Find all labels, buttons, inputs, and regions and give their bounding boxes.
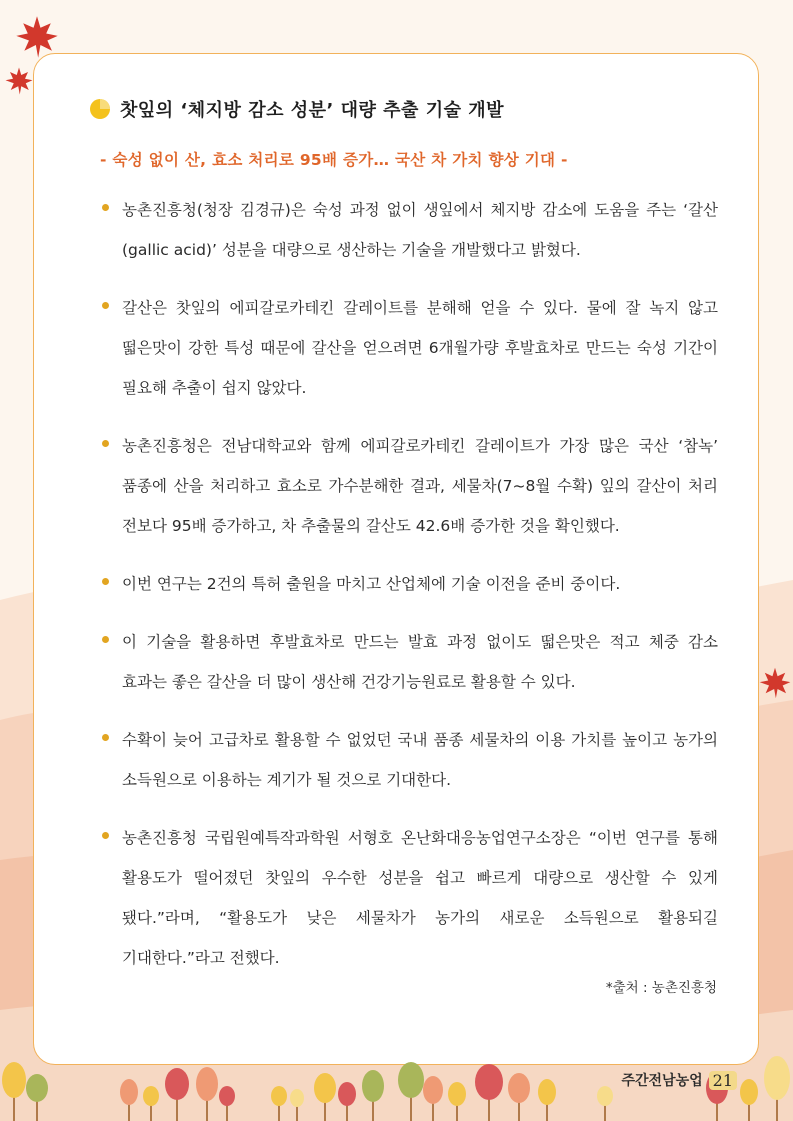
bullet-text: 이번 연구는 2건의 특허 출원을 마치고 산업체에 기술 이전을 준비 중이다. — [122, 575, 621, 593]
list-item — [102, 564, 718, 604]
bullet-dot-icon — [102, 302, 109, 309]
list-item — [102, 622, 718, 702]
bullet-dot-icon — [102, 734, 109, 741]
maple-leaf-icon — [758, 666, 792, 700]
bullet-dot-icon — [102, 440, 109, 447]
list-item — [102, 426, 718, 546]
source-credit: *출처 : 농촌진흥청 — [605, 980, 717, 996]
list-item — [102, 720, 718, 800]
bullet-dot-icon — [102, 204, 109, 211]
list-item — [102, 190, 718, 270]
pie-circle-icon — [89, 98, 111, 120]
bullet-text: 갈산은 찻잎의 에피갈로카테킨 갈레이트를 분해해 얻을 수 있다. 물에 잘 녹지 않고 떫은맛이 강한 특성 때문에 갈산을 얻으려면 6개월가량 후발효차로 만드는 숙성 기간이 필요해 추출이 쉽지 않았다. — [122, 299, 718, 397]
bullet-text: 농촌진흥청 국립원예특작과학원 서형호 온난화대응농업연구소장은 “이번 연구를 통해 활용도가 떨어졌던 찻잎의 우수한 성분을 쉽고 빠르게 대량으로 생산할 수 있게 됐다.”라며, “활용도가 낮은 세물차가 농가의 새로운 소득원으로 활용되길 기대한다.”라고 전했다. — [122, 829, 718, 967]
page-footer — [621, 1070, 737, 1090]
bullet-text: 농촌진흥청(청장 김경규)은 숙성 과정 없이 생잎에서 체지방 감소에 도움을 주는 ‘갈산(gallic acid)’ 성분을 대량으로 생산하는 기술을 개발했다고 밝혔다. — [122, 201, 718, 259]
magazine-name: 주간전남농업 — [621, 1073, 703, 1089]
bullet-list — [102, 190, 718, 996]
bullet-text: 이 기술을 활용하면 후발효차로 만드는 발효 과정 없이도 떫은맛은 적고 체중 감소 효과는 좋은 갈산을 더 많이 생산해 건강기능원료로 활용할 수 있다. — [122, 633, 718, 691]
bullet-dot-icon — [102, 578, 109, 585]
page-subtitle: - 숙성 없이 산, 효소 처리로 95배 증가… 국산 차 가치 향상 기대 - — [100, 151, 568, 169]
bullet-text: 농촌진흥청은 전남대학교와 함께 에피갈로카테킨 갈레이트가 가장 많은 국산 ‘참녹’ 품종에 산을 처리하고 효소로 가수분해한 결과, 세물차(7~8월 수확) 잎의 갈산이 처리 전보다 95배 증가하고, 차 추출물의 갈산도 42.6배 증가한 것을 확인했다. — [122, 437, 718, 535]
heading-row — [89, 96, 504, 122]
bullet-dot-icon — [102, 832, 109, 839]
page-number: 21 — [709, 1071, 737, 1090]
maple-leaf-icon — [4, 66, 34, 96]
list-item — [102, 288, 718, 408]
list-item — [102, 818, 718, 978]
bullet-dot-icon — [102, 636, 109, 643]
bullet-text: 수확이 늦어 고급차로 활용할 수 없었던 국내 품종 세물차의 이용 가치를 높이고 농가의 소득원으로 이용하는 계기가 될 것으로 기대한다. — [122, 731, 718, 789]
page-title: 찻잎의 ‘체지방 감소 성분’ 대량 추출 기술 개발 — [120, 100, 505, 121]
